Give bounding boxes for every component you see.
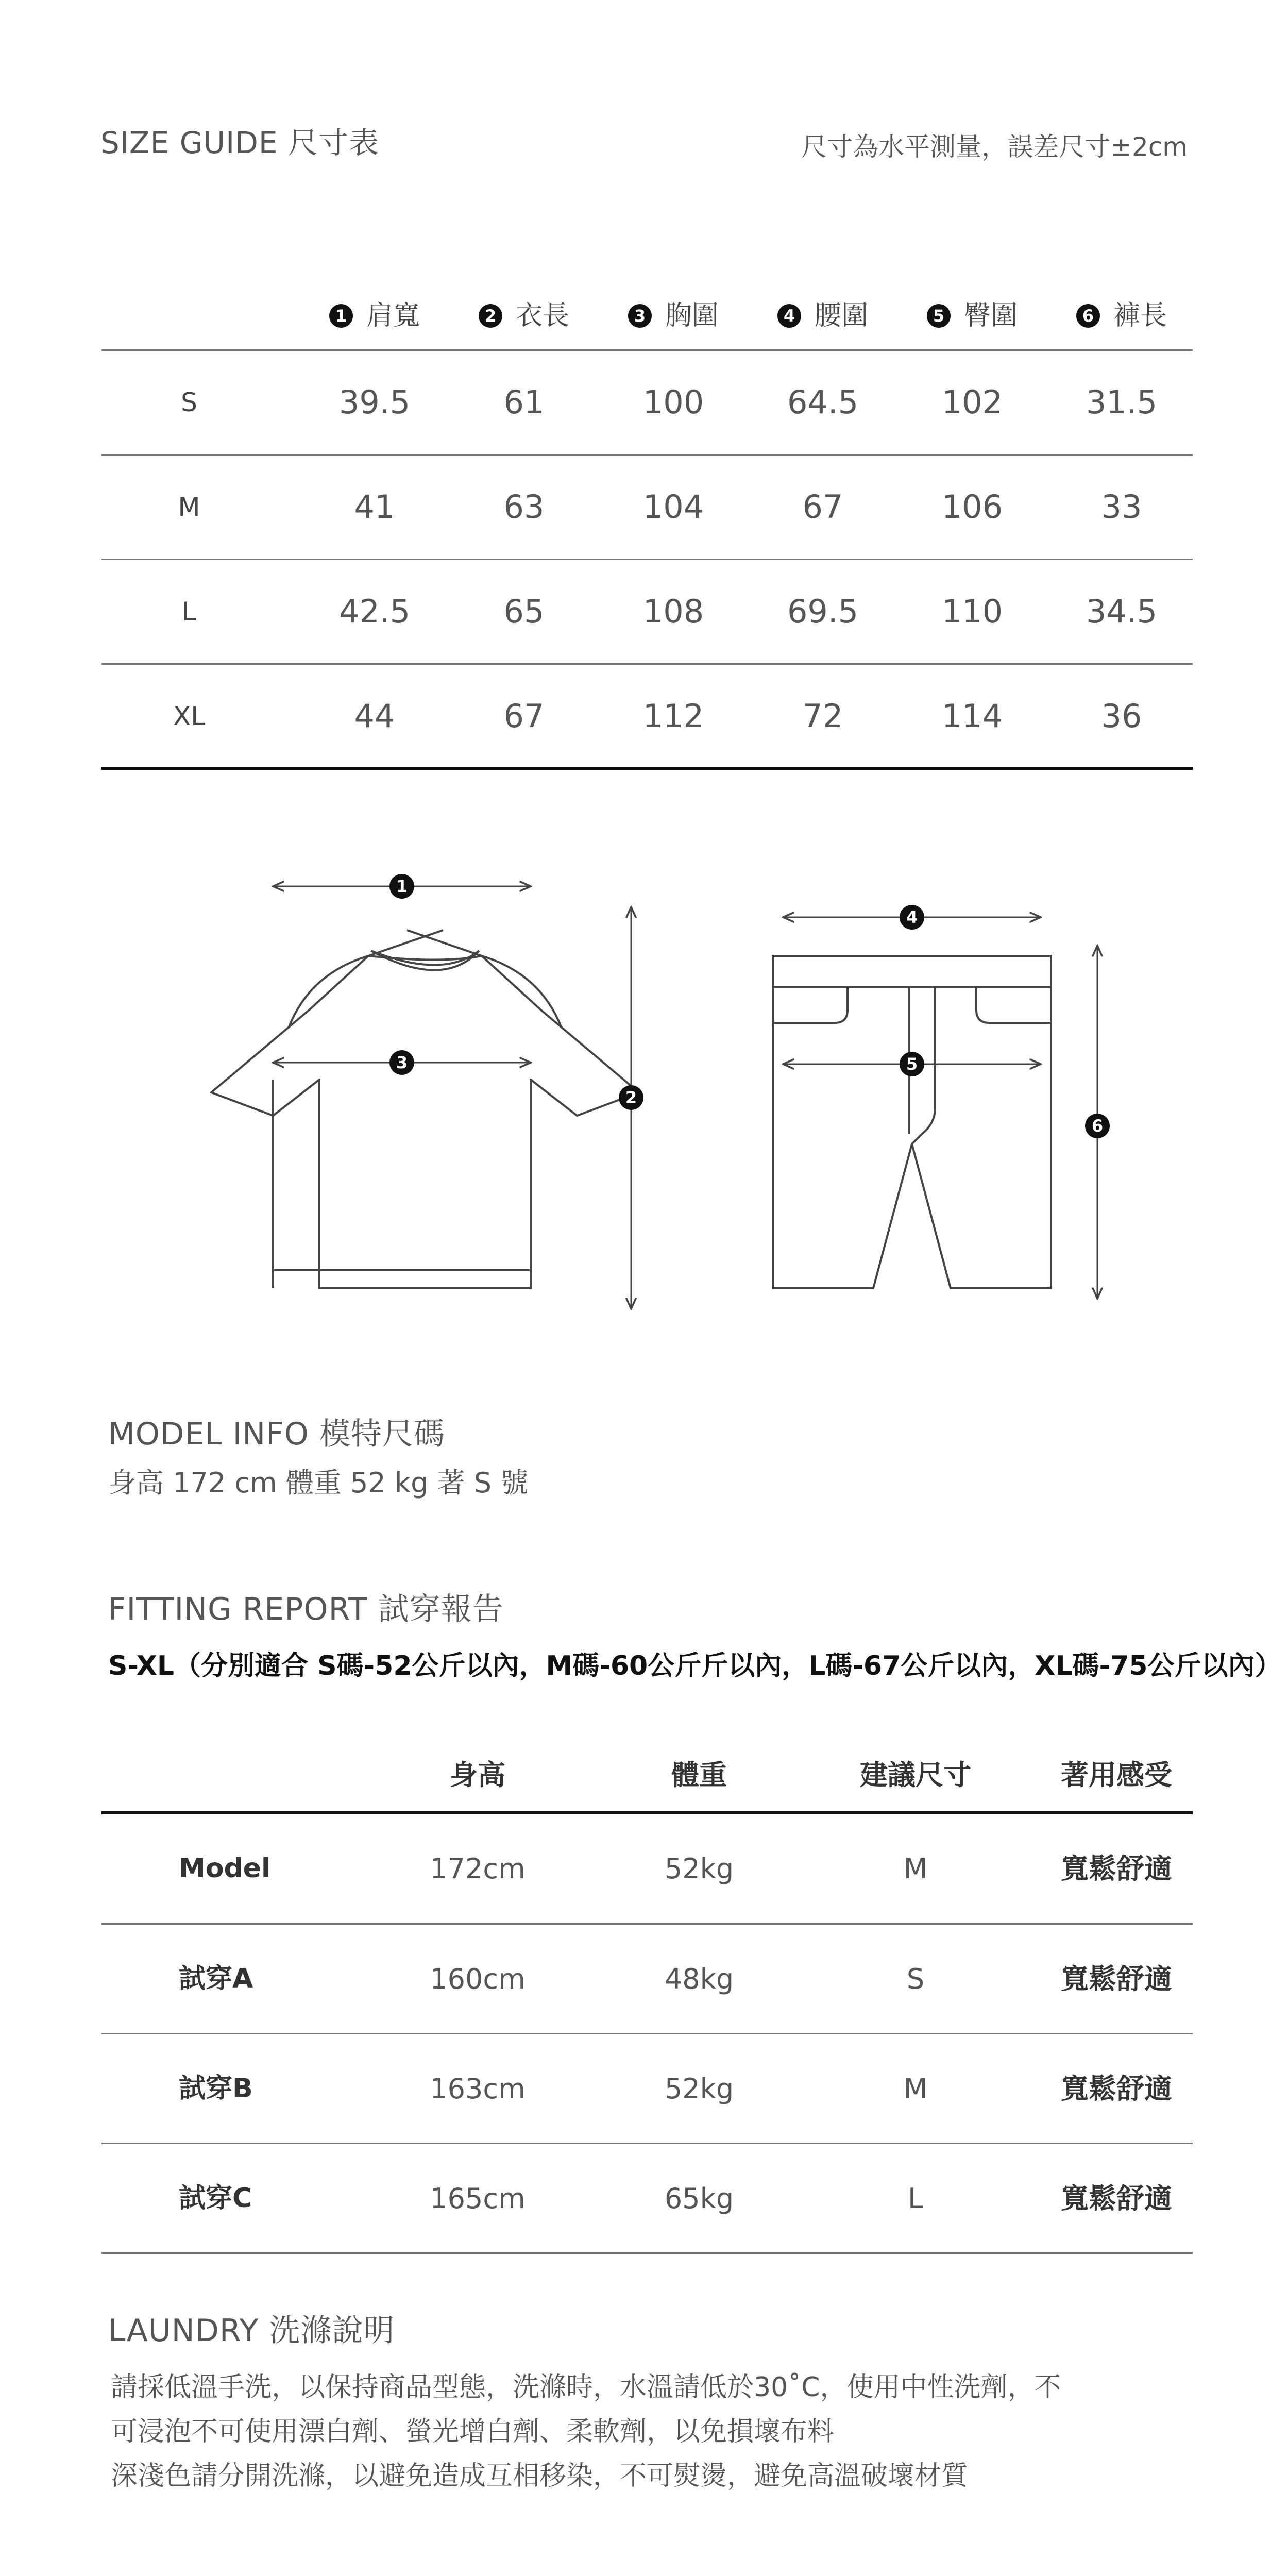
value-cell: 114	[941, 697, 1003, 735]
marker-label: 1	[396, 877, 408, 896]
value-cell: 39.5	[338, 383, 411, 421]
header-fit-feel: 著用感受	[1061, 1759, 1172, 1791]
garment-diagram	[0, 845, 1288, 1360]
laundry-line: 請採低溫手洗，以保持商品型態，洗滌時，水溫請低於30˚C，使用中性洗劑，不	[111, 2372, 1061, 2403]
value-cell: 42.5	[338, 593, 411, 630]
marker-1-icon	[389, 874, 414, 899]
fitter-name: 試穿C	[179, 2183, 252, 2214]
size-cell: S	[906, 1963, 925, 1995]
size-label: M	[178, 492, 200, 522]
laundry-line: 深淺色請分開洗滌，以避免造成互相移染，不可熨燙，避免高溫破壞材質	[111, 2461, 969, 2491]
size-row-s	[101, 351, 1193, 454]
marker-label: 5	[906, 1054, 918, 1074]
marker-5-icon	[900, 1052, 924, 1076]
value-cell: 67	[503, 697, 545, 735]
size-row-l	[101, 560, 1193, 663]
feel-cell: 寬鬆舒適	[1061, 2073, 1172, 2105]
col-length	[449, 294, 599, 332]
height-cell: 163cm	[430, 2073, 526, 2105]
value-cell: 102	[941, 383, 1003, 421]
height-cell: 172cm	[430, 1853, 526, 1885]
header-height: 身高	[450, 1759, 505, 1791]
value-cell: 31.5	[1086, 383, 1158, 421]
col-pants-length	[1047, 294, 1196, 332]
value-cell: 108	[642, 593, 704, 630]
tshirt-illustration	[211, 930, 639, 1288]
feel-cell: 寬鬆舒適	[1061, 2182, 1172, 2215]
value-cell: 63	[503, 488, 545, 526]
fitting-table	[101, 1739, 1193, 2254]
feel-cell: 寬鬆舒適	[1061, 1853, 1172, 1885]
header-weight: 體重	[671, 1759, 727, 1791]
marker-4-icon: 4	[777, 304, 801, 328]
size-label: L	[182, 597, 196, 627]
value-cell: 100	[642, 383, 704, 421]
measurement-note: 尺寸為水平測量，誤差尺寸±2cm	[801, 132, 1188, 162]
col-hip	[897, 294, 1047, 332]
value-cell: 110	[941, 593, 1003, 630]
marker-label: 2	[625, 1088, 637, 1107]
weight-cell: 48kg	[664, 1963, 734, 1995]
marker-3-icon	[389, 1050, 414, 1075]
marker-2-icon	[619, 1085, 643, 1110]
laundry-title: LAUNDRY 洗滌說明	[108, 2313, 395, 2349]
fitting-row-c	[101, 2144, 1193, 2253]
col-label: 臀圍	[963, 300, 1018, 331]
size-table-header	[101, 268, 1193, 350]
col-label: 肩寬	[366, 300, 420, 331]
marker-1-icon: 1	[329, 304, 353, 328]
marker-4-icon	[900, 905, 924, 930]
marker-3-icon: 3	[628, 304, 652, 328]
value-cell: 44	[354, 697, 395, 735]
value-cell: 61	[503, 383, 545, 421]
fitting-row-model	[101, 1814, 1193, 1923]
fitting-report-title: FITTING REPORT 試穿報告	[108, 1591, 504, 1627]
value-cell: 106	[941, 488, 1003, 526]
marker-label: 6	[1091, 1116, 1104, 1136]
col-chest	[599, 294, 748, 332]
weight-cell: 65kg	[664, 2182, 734, 2215]
size-label: XL	[173, 701, 206, 731]
value-cell: 104	[642, 488, 704, 526]
value-cell: 36	[1101, 697, 1142, 735]
height-cell: 165cm	[430, 2182, 526, 2215]
size-label: S	[181, 388, 197, 417]
model-info-title: MODEL INFO 模特尺碼	[108, 1416, 445, 1452]
header-recommended-size: 建議尺寸	[860, 1759, 971, 1791]
page-title: SIZE GUIDE 尺寸表	[100, 125, 379, 160]
fitting-size-note: S-XL（分別適合 S碼-52公斤以內，M碼-60公斤斤以內，L碼-67公斤以內，XL碼-75公斤以內）	[108, 1651, 1282, 1681]
col-label: 胸圍	[665, 300, 719, 331]
marker-label: 4	[906, 907, 918, 927]
fitting-row-b	[101, 2034, 1193, 2143]
size-cell: M	[903, 1853, 928, 1885]
weight-cell: 52kg	[664, 2073, 734, 2105]
laundry-instructions	[111, 2365, 1193, 2498]
marker-5-icon: 5	[927, 304, 951, 328]
value-cell: 69.5	[787, 593, 859, 630]
value-cell: 67	[802, 488, 843, 526]
fitting-row-a	[101, 1925, 1193, 2033]
divider	[101, 2252, 1193, 2254]
value-cell: 41	[354, 488, 395, 526]
weight-cell: 52kg	[664, 1853, 734, 1885]
size-row-m	[101, 456, 1193, 559]
model-info-body: 身高 172 cm 體重 52 kg 著 S 號	[108, 1467, 529, 1499]
value-cell: 33	[1101, 488, 1142, 526]
fitter-name: 試穿B	[179, 2073, 253, 2104]
value-cell: 64.5	[787, 383, 859, 421]
shorts-illustration	[773, 956, 1051, 1288]
value-cell: 112	[642, 697, 704, 735]
height-cell: 160cm	[430, 1963, 526, 1995]
size-row-xl	[101, 665, 1193, 768]
laundry-line: 可浸泡不可使用漂白劑、螢光增白劑、柔軟劑，以免損壞布料	[111, 2416, 835, 2447]
marker-6-icon: 6	[1076, 304, 1100, 328]
col-label: 衣長	[515, 300, 569, 331]
marker-2-icon: 2	[479, 304, 502, 328]
col-shoulder	[300, 294, 449, 332]
table-bottom-border	[101, 767, 1193, 770]
fitter-name: 試穿A	[179, 1963, 253, 1994]
col-label: 腰圍	[814, 300, 868, 331]
size-cell: L	[907, 2182, 924, 2215]
feel-cell: 寬鬆舒適	[1061, 1963, 1172, 1995]
col-label: 褲長	[1113, 300, 1167, 331]
value-cell: 34.5	[1086, 593, 1158, 630]
value-cell: 72	[802, 697, 843, 735]
marker-6-icon	[1085, 1114, 1110, 1138]
marker-label: 3	[396, 1053, 408, 1072]
size-cell: M	[903, 2073, 928, 2105]
value-cell: 65	[503, 593, 545, 630]
col-waist	[748, 294, 897, 332]
fitter-name: Model	[179, 1853, 270, 1884]
